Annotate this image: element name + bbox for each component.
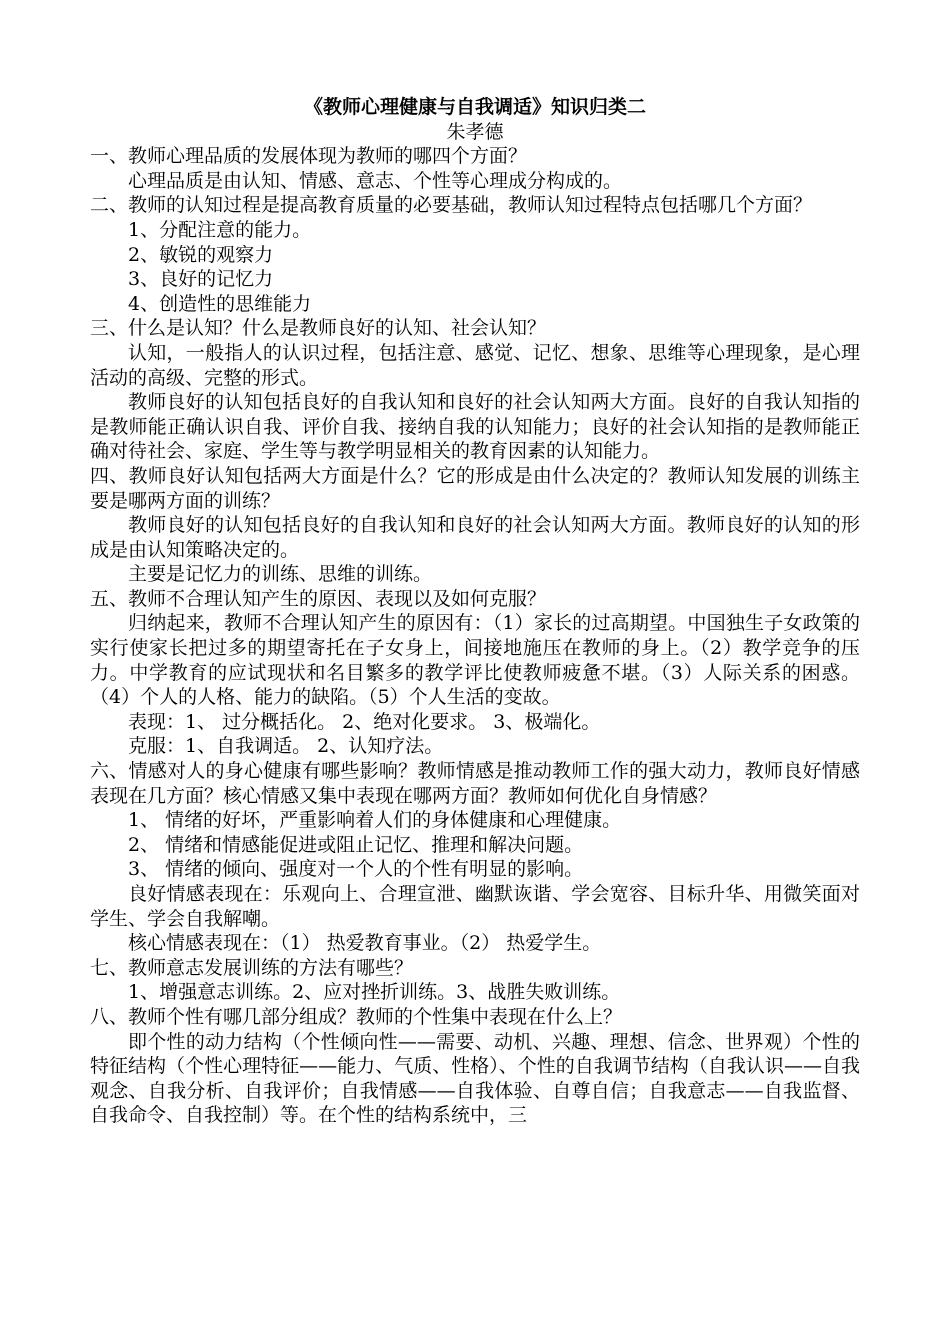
- answer-5-para-3: 克服：1、自我调适。 2、认知疗法。: [128, 735, 444, 758]
- document-title: 《教师心理健康与自我调适》知识归类二: [303, 96, 646, 118]
- question-1: 一、教师心理品质的发展体现为教师的哪四个方面？: [90, 145, 528, 168]
- answer-2-item-4: 4、创造性的思维能力: [128, 292, 312, 315]
- answer-5-para-1: 归纳起来，教师不合理认知产生的原因有：（1）家长的过高期望。中国独生子女政策的实行使家长把过多的期望寄托在子女身上，间接地施压在教师的身上。（2）教学竞争的压力。中学教育的应试现状和名目繁多的教学评比使教师疲惫不堪。（3）人际关系的困惑。（4）个人的人格、能力的缺陷。（5）个人生活的变故。: [90, 612, 860, 709]
- answer-3-para-2: 教师良好的认知包括良好的自我认知和良好的社会认知两大方面。良好的自我认知指的是教师能正确认识自我、评价自我、接纳自我的认知能力；良好的社会认知指的是教师能正确对待社会、家庭、学生等与教学明显相关的教育因素的认知能力。: [90, 391, 860, 463]
- question-2: 二、教师的认知过程是提高教育质量的必要基础，教师认知过程特点包括哪几个方面？: [90, 194, 813, 217]
- document-author: 朱孝德: [446, 120, 504, 143]
- question-3: 三、什么是认知？什么是教师良好的认知、社会认知？: [90, 317, 547, 340]
- question-5: 五、教师不合理认知产生的原因、表现以及如何克服？: [90, 587, 547, 610]
- answer-2-item-3: 3、良好的记忆力: [128, 268, 274, 291]
- answer-7-item-1: 1、增强意志训练。2、应对挫折训练。3、战胜失败训练。: [128, 981, 621, 1004]
- answer-1-para-1: 心理品质是由认知、情感、意志、个性等心理成分构成的。: [128, 169, 623, 192]
- answer-6-item-2: 2、 情绪和情感能促进或阻止记忆、推理和解决问题。: [128, 833, 584, 856]
- answer-3-para-1: 认知，一般指人的认识过程，包括注意、感觉、记忆、想象、思维等心理现象，是心理活动的高级、完整的形式。: [90, 341, 860, 389]
- answer-6-para-1: 良好情感表现在：乐观向上、合理宣泄、幽默诙谐、学会宽容、目标升华、用微笑面对学生、学会自我解嘲。: [90, 883, 860, 930]
- answer-8-para-1: 即个性的动力结构（个性倾向性——需要、动机、兴趣、理想、信念、世界观）个性的特征结构（个性心理特征——能力、气质、性格）、个性的自我调节结构（自我认识——自我观念、自我分析、自我评价；自我情感——自我体验、自尊自信；自我意志——自我监督、自我命令、自我控制）等。在个性的结构系统中，三: [90, 1030, 860, 1127]
- answer-2-item-1: 1、分配注意的能力。: [128, 218, 312, 241]
- answer-6-item-1: 1、 情绪的好坏，严重影响着人们的身体健康和心理健康。: [128, 809, 622, 832]
- answer-6-item-3: 3、 情绪的倾向、强度对一个人的个性有明显的影响。: [128, 858, 584, 881]
- answer-4-para-1: 教师良好的认知包括良好的自我认知和良好的社会认知两大方面。教师良好的认知的形成是由认知策略决定的。: [90, 514, 860, 561]
- answer-5-para-2: 表现：1、 过分概括化。 2、绝对化要求。 3、极端化。: [128, 710, 601, 733]
- answer-4-para-2: 主要是记忆力的训练、思维的训练。: [128, 563, 433, 586]
- question-7: 七、教师意志发展训练的方法有哪些？: [90, 956, 414, 979]
- question-6: 六、情感对人的身心健康有哪些影响？教师情感是推动教师工作的强大动力，教师良好情感表现在几方面？核心情感又集中表现在哪两方面？教师如何优化自身情感？: [90, 760, 860, 807]
- question-4: 四、教师良好认知包括两大方面是什么？它的形成是由什么决定的？教师认知发展的训练主要是哪两方面的训练？: [90, 464, 860, 512]
- question-8: 八、教师个性有哪几部分组成？教师的个性集中表现在什么上？: [90, 1005, 623, 1028]
- answer-6-para-2: 核心情感表现在：（1） 热爱教育事业。（2） 热爱学生。: [128, 932, 602, 955]
- document-page: [90, 95, 860, 1128]
- answer-2-item-2: 2、敏锐的观察力: [128, 243, 274, 266]
